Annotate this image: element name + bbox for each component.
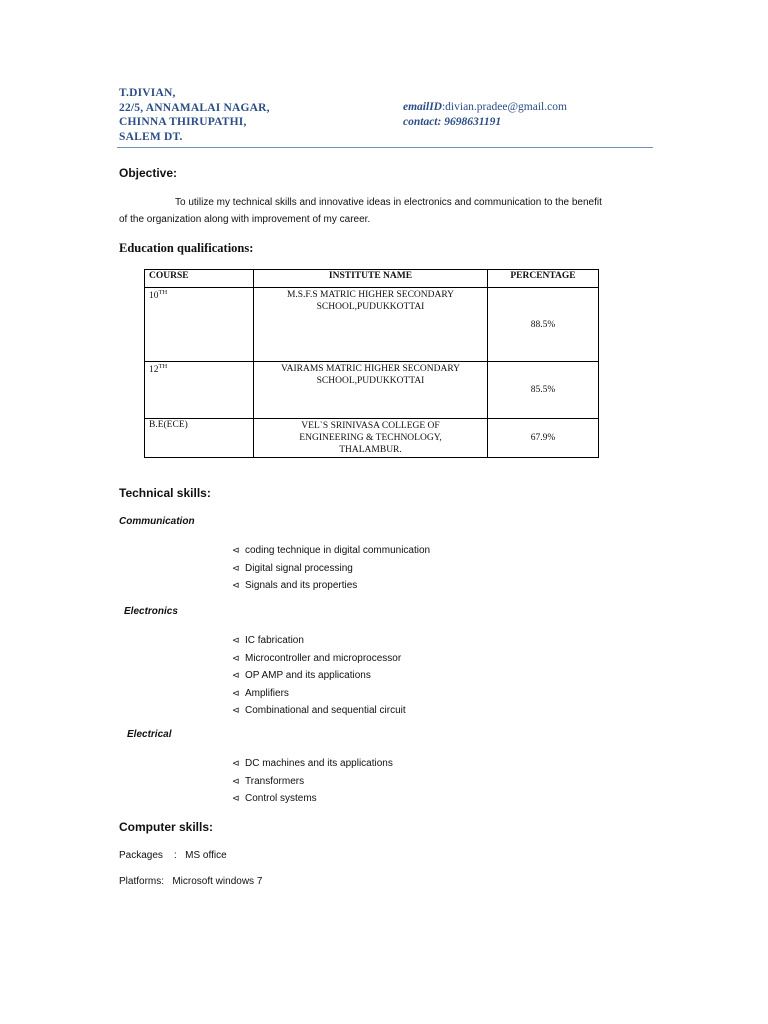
course-superscript: TH — [158, 289, 168, 296]
column-header-institute: INSTITUTE NAME — [254, 270, 488, 288]
communication-subheading: Communication — [119, 516, 195, 527]
email-line — [403, 100, 567, 115]
list-item — [232, 542, 430, 560]
institute-line: M.S.F.S MATRIC HIGHER SECONDARY — [286, 290, 455, 300]
arrow-bullet-icon: ⊲ — [232, 635, 240, 645]
platforms-line: Platforms: Microsoft windows 7 — [119, 876, 263, 887]
institute-line: ENGINEERING & TECHNOLOGY, — [299, 433, 442, 443]
electronics-subheading: Electronics — [124, 606, 178, 617]
course-value: 10 — [149, 291, 159, 302]
arrow-bullet-icon: ⊲ — [232, 545, 240, 555]
list-item — [232, 577, 430, 595]
objective-line-1: To utilize my technical skills and innovative ideas in electronics and communication to the benefit — [175, 197, 602, 208]
course-cell — [145, 288, 254, 362]
institute-cell — [254, 362, 488, 419]
objective-heading: Objective: — [119, 166, 178, 180]
course-value: B.E(ECE) — [149, 420, 188, 430]
arrow-bullet-icon: ⊲ — [232, 705, 240, 715]
skill-text: Combinational and sequential circuit — [245, 705, 406, 716]
communication-list — [232, 542, 430, 595]
course-value: 12 — [149, 365, 159, 376]
computer-skills-heading: Computer skills: — [119, 820, 214, 834]
list-item — [232, 667, 406, 685]
contact-phone: contact: 9698631191 — [403, 115, 502, 128]
address-line: SALEM DT. — [119, 130, 183, 143]
list-item — [232, 755, 393, 773]
table-row — [145, 362, 599, 419]
skill-text: Digital signal processing — [245, 562, 353, 574]
list-item — [232, 650, 406, 668]
table-row — [145, 288, 599, 362]
skill-text: Transformers — [245, 775, 305, 787]
email-value: :divian.pradee@gmail.com — [441, 101, 567, 113]
email-label: emailID — [403, 101, 442, 113]
objective-line-2: of the organization along with improvement of my career. — [119, 213, 371, 225]
arrow-bullet-icon: ⊲ — [232, 793, 240, 803]
packages-line: Packages : MS office — [119, 850, 227, 861]
technical-skills-heading: Technical skills: — [119, 486, 211, 500]
course-superscript: TH — [158, 363, 168, 370]
institute-line: THALAMBUR. — [339, 445, 402, 455]
percentage-cell: 67.9% — [488, 419, 599, 458]
skill-text: Microcontroller and microprocessor — [245, 652, 402, 664]
list-item — [232, 560, 430, 578]
table-row — [145, 419, 599, 458]
address-line: 22/5, ANNAMALAI NAGAR, — [119, 101, 270, 114]
objective-text — [119, 195, 649, 228]
list-item — [232, 632, 406, 650]
contact-block — [403, 100, 567, 129]
electrical-list — [232, 755, 393, 808]
institute-cell — [254, 419, 488, 458]
table-header-row — [145, 270, 599, 288]
institute-cell — [254, 288, 488, 362]
institute-line: SCHOOL,PUDUKKOTTAI — [316, 376, 425, 386]
skill-text: Signals and its properties — [245, 580, 358, 591]
list-item — [232, 790, 393, 808]
course-cell — [145, 419, 254, 458]
address-line: CHINNA THIRUPATHI, — [119, 116, 247, 128]
applicant-name: T.DIVIAN, — [119, 87, 176, 99]
arrow-bullet-icon: ⊲ — [232, 758, 240, 768]
institute-line: SCHOOL,PUDUKKOTTAI — [316, 302, 425, 312]
list-item — [232, 702, 406, 720]
header-divider — [117, 147, 653, 148]
arrow-bullet-icon: ⊲ — [232, 687, 240, 698]
skill-text: OP AMP and its applications — [245, 670, 371, 681]
column-header-percentage: PERCENTAGE — [488, 270, 599, 288]
arrow-bullet-icon: ⊲ — [232, 775, 240, 786]
course-cell — [145, 362, 254, 419]
arrow-bullet-icon: ⊲ — [232, 652, 240, 663]
arrow-bullet-icon: ⊲ — [232, 670, 240, 680]
percentage-cell: 85.5% — [488, 362, 599, 419]
skill-text: DC machines and its applications — [245, 758, 393, 769]
skill-text: Amplifiers — [245, 687, 289, 699]
arrow-bullet-icon: ⊲ — [232, 580, 240, 590]
skill-text: IC fabrication — [245, 635, 304, 646]
column-header-course: COURSE — [145, 270, 254, 288]
list-item — [232, 773, 393, 791]
percentage-cell: 88.5% — [488, 288, 599, 362]
education-table — [144, 269, 599, 458]
address-block — [119, 86, 270, 144]
list-item — [232, 685, 406, 703]
electronics-list — [232, 632, 406, 720]
skill-text: coding technique in digital communication — [245, 545, 431, 556]
education-heading: Education qualifications: — [119, 241, 254, 255]
electrical-subheading: Electrical — [127, 729, 172, 740]
skill-text: Control systems — [245, 793, 317, 804]
arrow-bullet-icon: ⊲ — [232, 562, 240, 573]
institute-line: VEL`S SRINIVASA COLLEGE OF — [301, 421, 440, 431]
institute-line: VAIRAMS MATRIC HIGHER SECONDARY — [280, 364, 461, 374]
